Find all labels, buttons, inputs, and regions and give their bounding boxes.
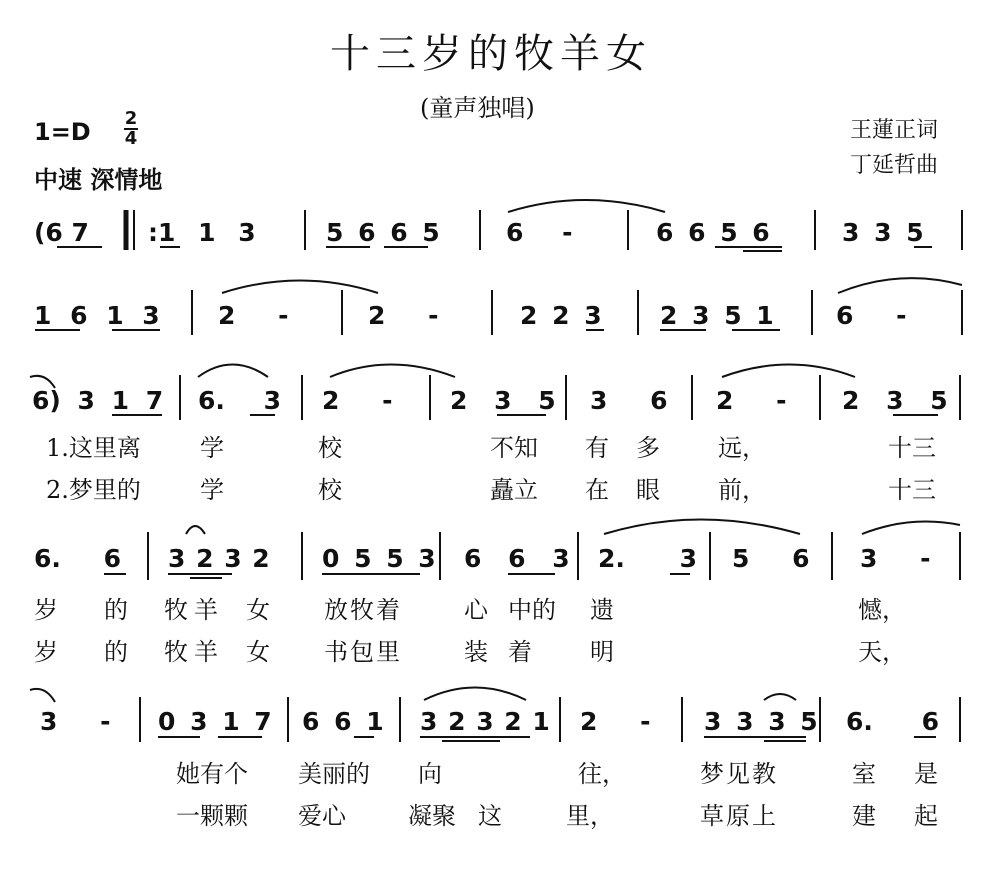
slur	[862, 522, 960, 534]
notes-row1-m5: 6 6 5 6	[656, 218, 770, 247]
lyric: 装	[464, 638, 488, 666]
lyric: 1.这里离	[46, 434, 141, 462]
lyric: 天，	[858, 638, 906, 666]
lyric: 有	[585, 434, 609, 462]
slur	[222, 281, 378, 294]
subtitle: (童声独唱)	[420, 94, 535, 122]
slur	[604, 520, 800, 535]
slur	[838, 278, 962, 293]
notes-row5-m1: 3 -	[40, 707, 111, 736]
lyric: 多	[636, 434, 660, 462]
lyric: 书包里	[324, 638, 402, 666]
lyric: 十三	[888, 476, 936, 504]
lyric: 学	[200, 434, 224, 462]
lyric: 室	[852, 760, 876, 788]
lyric: 遗	[590, 596, 614, 624]
lyric: 凝聚	[408, 802, 456, 830]
notes-row5-m6: 3 3 3 5	[704, 707, 818, 736]
lyric: 牧羊	[164, 638, 224, 666]
notes-row1-m4: 6 -	[506, 218, 573, 247]
time-bottom: 4	[124, 128, 138, 149]
notes-row5-m3: 6 6 1	[302, 707, 384, 736]
notes-row3-m4: 2 3 5	[450, 386, 556, 415]
lyric: 起	[914, 802, 938, 830]
lyric: 前，	[718, 476, 766, 504]
slur	[198, 365, 268, 378]
slur	[722, 365, 855, 378]
notes-row4-m7: 3 -	[860, 544, 931, 573]
lyric: 岁	[34, 638, 58, 666]
lyric: 中的	[508, 596, 556, 624]
notes-row1-m2: :1 1 3	[148, 218, 256, 247]
lyric: 校	[318, 476, 342, 504]
slur	[764, 694, 796, 700]
key-signature: 1=D	[34, 118, 91, 146]
lyric: 美丽的	[298, 760, 370, 788]
lyric: 是	[914, 760, 938, 788]
notes-row4-m1: 6. 6	[34, 544, 121, 573]
lyric: 的	[104, 596, 128, 624]
lyric: 草原上	[700, 802, 778, 830]
notes-row3-m3: 2 -	[322, 386, 393, 415]
notes-row2-m4: 2 2 3	[520, 301, 602, 330]
lyric: 着	[508, 638, 532, 666]
notes-row1-m6: 3 3 5	[842, 218, 924, 247]
lyric: 学	[200, 476, 224, 504]
lyric: 不知	[490, 434, 538, 462]
slur	[330, 365, 455, 378]
notes-row4-m2: 3 2 3 2	[168, 544, 270, 573]
lyric: 爱心	[298, 802, 346, 830]
notes-row1-m3: 5 6 6 5	[326, 218, 440, 247]
notes-row2-m1: 1 6 1 3	[34, 301, 160, 330]
lyric: 矗立	[490, 476, 538, 504]
slur	[186, 526, 205, 534]
notes-row3-m1: 6) 3 1 7	[32, 386, 164, 415]
notes-row2-m2: 2 -	[218, 301, 289, 330]
composer: 丁延哲曲	[850, 153, 939, 178]
lyric: 向	[418, 760, 442, 788]
notes-row2-m3: 2 -	[368, 301, 439, 330]
lyric: 这	[478, 802, 502, 830]
lyric: 在	[585, 476, 609, 504]
lyric: 建	[852, 802, 876, 830]
tempo-marking: 中速 深情地	[34, 166, 163, 194]
notes-row4-m6: 5 6	[732, 544, 810, 573]
lyric: 她有个	[176, 760, 248, 788]
lyric: 一颗颗	[176, 802, 248, 830]
lyric: 远，	[718, 434, 766, 462]
slur	[30, 689, 55, 702]
slur	[508, 200, 665, 212]
notes-row1-m1: (6 7	[34, 218, 89, 247]
lyric: 心	[464, 596, 488, 624]
lyric: 梦见教	[700, 760, 778, 788]
lyric: 岁	[34, 596, 58, 624]
lyric: 校	[318, 434, 342, 462]
notes-row3-m2: 6. 3	[198, 386, 281, 415]
notes-row5-m4: 3 2 3 2 1	[420, 707, 550, 736]
notes-row2-m6: 6 -	[836, 301, 907, 330]
notes-row4-m4: 6 6 3	[464, 544, 570, 573]
song-title: 十三岁的牧羊女	[330, 31, 652, 77]
lyricist: 王蓮正词	[850, 118, 939, 143]
lyric: 放牧着	[324, 596, 402, 624]
slur	[424, 688, 526, 701]
lyric: 女	[246, 638, 270, 666]
lyric: 女	[246, 596, 270, 624]
lyric: 牧羊	[164, 596, 224, 624]
notes-row5-m2: 0 3 1 7	[158, 707, 272, 736]
notes-row4-m5: 2. 3	[598, 544, 697, 573]
notes-row5-m7: 6. 6	[846, 707, 939, 736]
notes-row3-m6: 2 -	[716, 386, 787, 415]
lyric: 十三	[888, 434, 936, 462]
lyric: 的	[104, 638, 128, 666]
lyric: 里，	[566, 802, 614, 830]
notes-row3-m5: 3 6	[590, 386, 668, 415]
lyric: 往，	[578, 760, 626, 788]
notes-row4-m3: 0 5 5 3	[322, 544, 436, 573]
notes-row3-m7: 2 3 5	[842, 386, 948, 415]
lyric: 明	[590, 638, 614, 666]
lyric: 眼	[636, 476, 660, 504]
notes-row5-m5: 2 -	[580, 707, 651, 736]
time-top: 2	[124, 108, 138, 129]
lyric: 憾，	[858, 596, 906, 624]
notes-row2-m5: 2 3 5 1	[660, 301, 774, 330]
lyric: 2.梦里的	[46, 476, 141, 504]
